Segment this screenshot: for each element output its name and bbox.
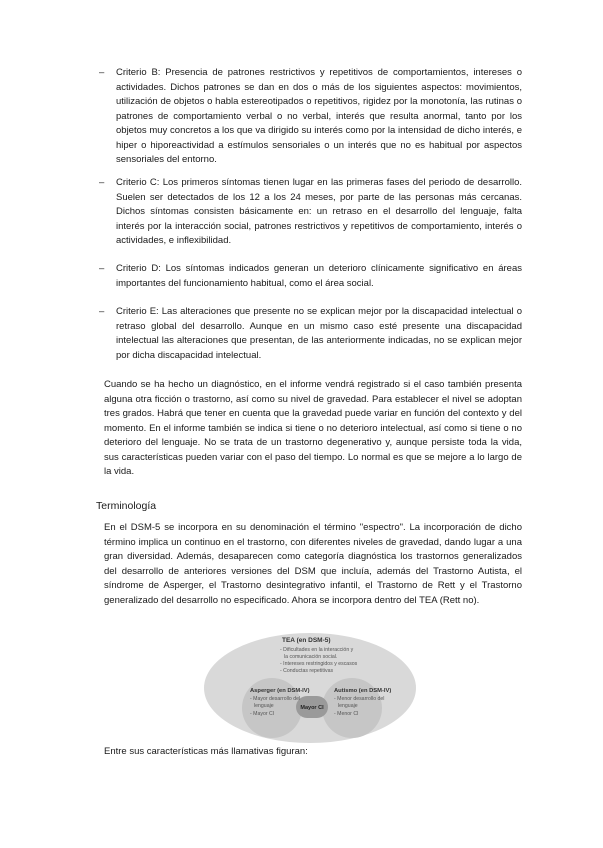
terminology-paragraph: En el DSM-5 se incorpora en su denominación el término "espectro". La incorporación de dicho término implica un continuo en el trastorno, con diferentes niveles de gravedad, dando lugar a una gran diversidad. Además, desaparecen como categoría diagnóstica los trastornos generalizados del desarrollo de anteriores versiones del DSM que incluía, además del Trastorno Autista, el síndrome de Asperger, el Trastorno desintegrativo infantil, el Trastorno de Rett y el Trastorno generalizado del desarrollo no especificado. Ahora se incorpora dentro del TEA (Rett no). — [104, 522, 522, 606]
asperger-title: Asperger (en DSM-IV) — [250, 688, 310, 694]
tea-title: TEA (en DSM-5) — [282, 637, 331, 644]
autismo-item: - Menor desarrollo del — [334, 696, 385, 702]
asperger-item: - Mayor desarrollo del — [250, 696, 301, 702]
overlap-label: Mayor CI — [300, 705, 324, 711]
criterion-e-item — [99, 305, 522, 363]
autismo-item: lenguaje — [338, 703, 358, 709]
list-bullet: – — [99, 263, 105, 274]
criterion-d-item — [99, 262, 522, 291]
list-bullet: – — [99, 67, 105, 78]
diagnosis-paragraph: Cuando se ha hecho un diagnóstico, en el informe vendrá registrado si el caso también presenta alguna otra ficción o trastorno, así como su nivel de gravedad. Para establecer el nivel se adoptan tres grados. Habrá que tener en cuenta que la gravedad puede variar en función del contexto y del momento. En el informe también se indica si tiene o no deterioro intelectual, así como si tiene o no deterioro del lenguaje. No se trata de un trastorno degenerativo y, aunque persiste toda la vida, sus características pueden variar con el paso del tiempo. Lo normal es que se mejore a lo largo de la vida. — [104, 379, 522, 477]
closing-line: Entre sus características más llamativas figuran: — [104, 746, 308, 757]
criterion-d-text: Criterio D: Los síntomas indicados generan un deterioro clínicamente significativo en áreas importantes del funcionamiento habitual, como el área social. — [116, 263, 522, 289]
criterion-c-item — [99, 176, 522, 249]
tea-item: la comunicación social. — [284, 654, 338, 660]
autismo-item: - Menor CI — [334, 711, 359, 717]
autismo-title: Autismo (en DSM-IV) — [334, 688, 392, 694]
asperger-item: - Mayor CI — [250, 711, 275, 717]
criterion-e-text: Criterio E: Las alteraciones que presente no se explican mejor por la discapacidad intelectual o retraso global del desarrollo. Aunque en un mismo caso esté presente una discapacidad intelectual las alteraciones que presentan, de las anteriormente indicadas, no se explican mejor por dicha discapacidad intelectual. — [116, 306, 522, 361]
terminology-heading: Terminología — [96, 500, 157, 512]
criterion-b-text: Criterio B: Presencia de patrones restrictivos y repetitivos de comportamientos, intereses o actividades. Dichos patrones se dan en dos o más de los siguientes aspectos: movimientos, utilización de objetos o habla estereotipados o repetitivos, rigidez por la monotonía, las rutinas o patrones de comportamiento verbal o no verbal, interés que resulta anormal, tanto por los objetos muy concretos a los que va dirigido su interés como por la intensidad de dicho interés, e hiper o hiporeactividad a estímulos sensoriales o un interés que no es habitual por aspectos sensoriales del entorno. — [116, 67, 522, 165]
tea-item: - Dificultades en la interacción y — [280, 647, 354, 653]
criterion-b-item — [99, 66, 522, 168]
tea-venn-diagram — [202, 628, 420, 746]
list-bullet: – — [99, 177, 105, 188]
list-bullet: – — [99, 306, 105, 317]
tea-item: - Intereses restringidos y escasos — [280, 661, 358, 667]
asperger-item: lenguaje — [254, 703, 274, 709]
tea-item: - Conductas repetitivas — [280, 668, 334, 674]
criterion-c-text: Criterio C: Los primeros síntomas tienen lugar en las primeras fases del periodo de desarrollo. Suelen ser detectados de los 12 a los 24 meses, por parte de las personas más cercanas. Dichos síntomas consisten básicamente en: un retraso en el desarrollo del lenguaje, falta interés por la interacción social, patrones restrictivos y repetitivos de comportamiento, interés o actividades, e inflexibilidad. — [116, 177, 522, 246]
